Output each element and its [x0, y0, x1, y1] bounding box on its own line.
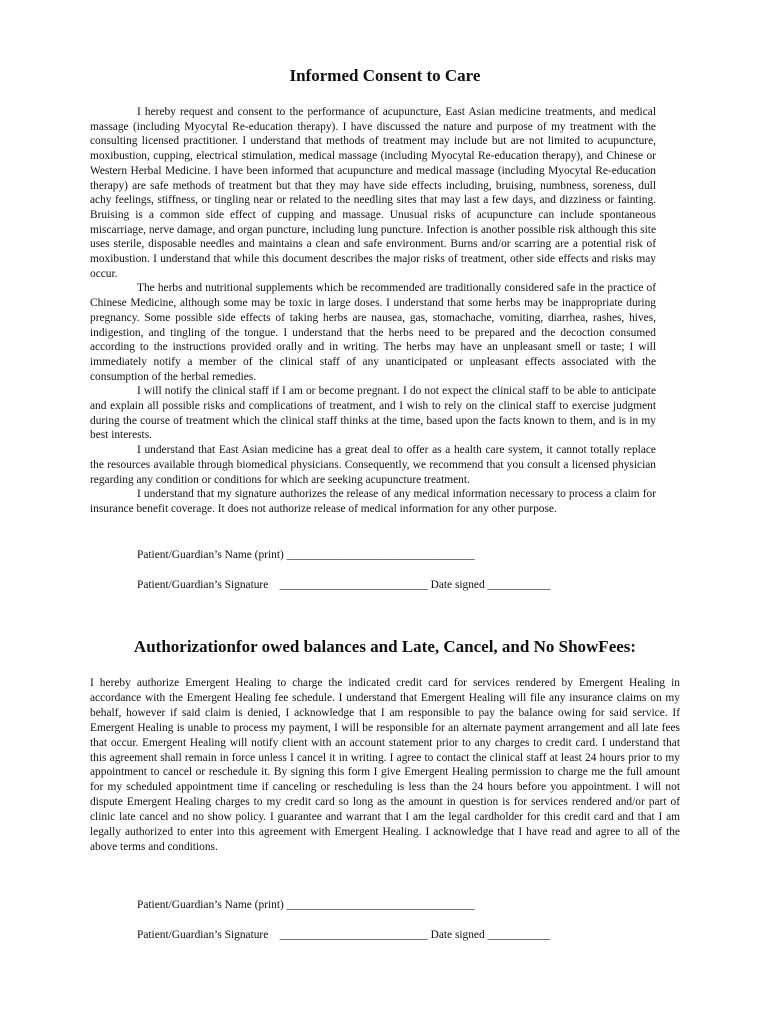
consent-body — [90, 105, 656, 517]
consent-signature-field[interactable]: Patient/Guardian’s Signature __________________________ Date signed ___________ — [137, 579, 551, 591]
consent-name-field[interactable]: Patient/Guardian’s Name (print) _________________________________ — [137, 549, 475, 561]
consent-title: Informed Consent to Care — [289, 66, 481, 85]
authorization-body: I hereby authorize Emergent Healing to charge the indicated credit card for services rendered by Emergent Healing in accordance with the Emergent Healing fee schedule. I understand that Emergent Healing will file any insurance claims on my behalf, however if said claim is denied, I acknowledge that I am responsible to pay the balance owing for said service. If Emergent Healing is unable to process my payment, I will be responsible for an alternate payment arrangement and all late fees that occur. Emergent Healing will notify client with an account statement prior to any charges to credit card. I understand that this agreement shall remain in force unless I cancel it in writing. I agree to contact the clinical staff at least 24 hours prior to my appointment to cancel or reschedule it. By signing this form I give Emergent Healing permission to charge me the full amount for my scheduled appointment time if canceling or rescheduling is less than the 24 hours before you appointment. I will not dispute Emergent Healing charges to my credit card so long as the amount in question is for services rendered and/or part of clinic late cancel and no show policy. I guarantee and warrant that I am the legal cardholder for this credit card and that I am legally authorized to enter into this agreement with Emergent Healing. I acknowledge that I have read and agree to all of the above terms and conditions. — [90, 677, 680, 853]
authorization-title: Authorizationfor owed balances and Late, Cancel, and No ShowFees: — [133, 637, 637, 656]
consent-paragraph: I hereby request and consent to the performance of acupuncture, East Asian medicine treatments, and medical massage (including Myocytal Re-education therapy). I have discussed the nature and purpose of my treatment with the consulting licensed practitioner. I understand that methods of treatment may include but are not limited to acupuncture, moxibustion, cupping, electrical stimulation, medical massage (including Myocytal Re-education therapy), and Chinese or Western Herbal Medicine. I have been informed that acupuncture and medical massage (including Myocytal Re-education therapy) are safe methods of treatment but that they may have side effects including, bruising, numbness, soreness, dull achy feelings, stiffness, or tingling near or related to the needling sites that may last a few days, and dizziness or fainting. Bruising is a common side effect of cupping and massage. Unusual risks of acupuncture can include spontaneous miscarriage, nerve damage, and organ puncture, including lung puncture. Infection is another possible risk although this site uses sterile, disposable needles and maintains a clean and safe environment. Burns and/or scarring are a potential risk of moxibustion. I understand that while this document describes the major risks of treatment, other side effects and risks may occur. — [90, 106, 656, 280]
consent-paragraph: I will notify the clinical staff if I am or become pregnant. I do not expect the clinical staff to be able to anticipate and explain all possible risks and complications of treatment, and I wish to rely on the clinical staff to exercise judgment during the course of treatment which the clinical staff thinks at the time, based upon the facts known to them, and is in my best interests. — [90, 385, 656, 442]
consent-paragraph: The herbs and nutritional supplements which be recommended are traditionally considered safe in the practice of Chinese Medicine, although some may be toxic in large doses. I understand that some herbs may be inappropriate during pregnancy. Some possible side effects of taking herbs are nausea, gas, stomachache, vomiting, diarrhea, rashes, hives, indigestion, and tingling of the tongue. I understand that the herbs need to be prepared and the decoction consumed according to the instructions provided orally and in writing. The herbs may have an unpleasant smell or taste; I will immediately notify a member of the clinical staff of any unanticipated or unpleasant effects associated with the consumption of the herbal remedies. — [90, 282, 656, 383]
authorization-name-field[interactable]: Patient/Guardian’s Name (print) _________________________________ — [137, 899, 475, 911]
authorization-signature-field[interactable]: Patient/Guardian’s Signature __________________________ Date signed ___________ — [137, 929, 551, 941]
consent-paragraph: I understand that East Asian medicine has a great deal to offer as a health care system, it cannot totally replace the resources available through biomedical physicians. Consequently, we recommend that you consult a licensed physician regarding any condition or conditions for which are seeking acupuncture treatment. — [90, 444, 656, 486]
consent-paragraph: I understand that my signature authorizes the release of any medical information necessary to process a claim for insurance benefit coverage. It does not authorize release of medical information for any other purpose. — [90, 488, 656, 515]
